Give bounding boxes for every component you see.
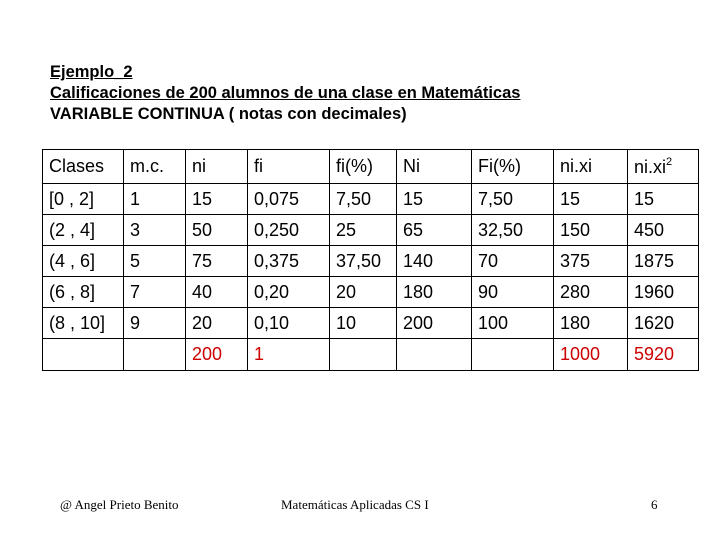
cell-Ni: 15 [397, 184, 472, 215]
cell-clases: (4 , 6] [43, 246, 124, 277]
header-ni: ni [186, 150, 248, 184]
cell-clases: (6 , 8] [43, 277, 124, 308]
cell-fi: 0,250 [248, 215, 330, 246]
footer-course: Matemáticas Aplicadas CS I [281, 497, 429, 512]
table-row [43, 308, 699, 339]
cell-ni-xi2: 1620 [628, 308, 699, 339]
example-description: Calificaciones de 200 alumnos de una clase en Matemáticas [50, 84, 521, 102]
cell-ni: 50 [186, 215, 248, 246]
cell-Ni: 65 [397, 215, 472, 246]
cell-ni-xi2: 450 [628, 215, 699, 246]
total-fi: 1 [248, 339, 330, 371]
cell-ni-xi2: 1960 [628, 277, 699, 308]
header-exponent: 2 [666, 155, 673, 168]
cell-mc: 3 [124, 215, 186, 246]
cell-fi-percent: 25 [330, 215, 397, 246]
header-ni-xi2-label: ni.xi [634, 156, 667, 177]
cell-fi-percent: 10 [330, 308, 397, 339]
cell-ni-xi2: 1875 [628, 246, 699, 277]
cell-clases: (2 , 4] [43, 215, 124, 246]
cell-fi-percent: 20 [330, 277, 397, 308]
cell-Ni: 200 [397, 308, 472, 339]
cell-fi: 0,20 [248, 277, 330, 308]
cell-ni-xi2: 15 [628, 184, 699, 215]
cell-empty [43, 339, 124, 371]
table-row [43, 246, 699, 277]
cell-Fi-percent: 70 [472, 246, 554, 277]
slide-heading [50, 62, 520, 125]
cell-ni-xi: 180 [554, 308, 628, 339]
footer-author: @ Angel Prieto Benito [60, 497, 179, 512]
cell-mc: 9 [124, 308, 186, 339]
table-row [43, 184, 699, 215]
cell-empty [472, 339, 554, 371]
cell-Fi-percent: 90 [472, 277, 554, 308]
header-Fi-percent: Fi(%) [472, 150, 554, 184]
table-row [43, 215, 699, 246]
header-fi-percent: fi(%) [330, 150, 397, 184]
cell-Fi-percent: 100 [472, 308, 554, 339]
cell-fi: 0,10 [248, 308, 330, 339]
cell-Fi-percent: 32,50 [472, 215, 554, 246]
totals-row [43, 339, 699, 371]
cell-ni-xi: 150 [554, 215, 628, 246]
header-Ni: Ni [397, 150, 472, 184]
header-mc: m.c. [124, 150, 186, 184]
header-ni-xi: ni.xi [554, 150, 628, 184]
header-fi: fi [248, 150, 330, 184]
cell-fi-percent: 7,50 [330, 184, 397, 215]
cell-mc: 1 [124, 184, 186, 215]
cell-ni-xi: 375 [554, 246, 628, 277]
cell-ni: 20 [186, 308, 248, 339]
cell-ni-xi: 15 [554, 184, 628, 215]
cell-fi-percent: 37,50 [330, 246, 397, 277]
cell-mc: 7 [124, 277, 186, 308]
header-clases: Clases [43, 150, 124, 184]
cell-ni: 15 [186, 184, 248, 215]
cell-ni: 40 [186, 277, 248, 308]
table-header-row [43, 150, 699, 184]
cell-mc: 5 [124, 246, 186, 277]
cell-Fi-percent: 7,50 [472, 184, 554, 215]
cell-fi: 0,075 [248, 184, 330, 215]
total-ni-xi2: 5920 [628, 339, 699, 371]
example-title: Ejemplo_2 [50, 63, 133, 81]
footer-page-number: 6 [651, 497, 658, 512]
table-row [43, 277, 699, 308]
header-ni-xi2 [628, 150, 699, 184]
cell-Ni: 140 [397, 246, 472, 277]
cell-ni: 75 [186, 246, 248, 277]
total-ni: 200 [186, 339, 248, 371]
cell-empty [330, 339, 397, 371]
cell-fi: 0,375 [248, 246, 330, 277]
cell-ni-xi: 280 [554, 277, 628, 308]
cell-clases: (8 , 10] [43, 308, 124, 339]
total-ni-xi: 1000 [554, 339, 628, 371]
cell-Ni: 180 [397, 277, 472, 308]
frequency-table [42, 149, 699, 371]
variable-type: VARIABLE CONTINUA ( notas con decimales) [50, 105, 407, 123]
cell-clases: [0 , 2] [43, 184, 124, 215]
cell-empty [124, 339, 186, 371]
cell-empty [397, 339, 472, 371]
